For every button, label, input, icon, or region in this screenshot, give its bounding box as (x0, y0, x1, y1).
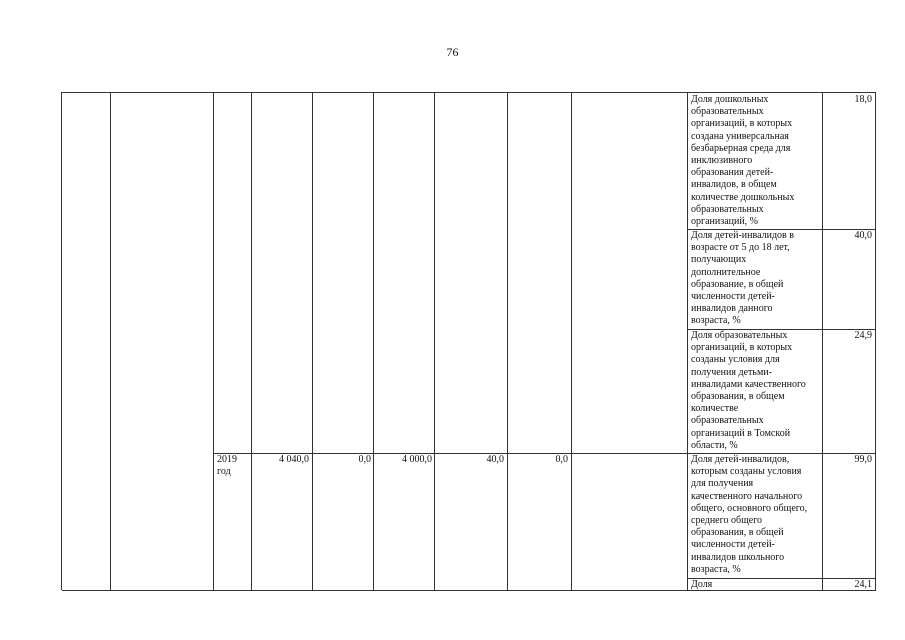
indicator-name: Доля детей-инвалидов, которым созданы условия для получения качественного начального общего, основного общего, среднего общего образования, в общей численности детей- инвалидов школьного возраста, % (691, 454, 808, 575)
total-cell: 4 040,0 (279, 454, 309, 465)
year-cell: 2019 год (217, 454, 237, 478)
col-line-1 (110, 93, 111, 590)
col-line-7 (507, 93, 508, 590)
indicator-value: 24,1 (854, 579, 872, 590)
col-line-8 (571, 93, 572, 590)
regional-cell: 4 000,0 (402, 454, 432, 465)
other-cell: 0,0 (555, 454, 568, 465)
page-number: 76 (446, 45, 459, 59)
federal-cell: 0,0 (358, 454, 371, 465)
col-line-2 (213, 93, 214, 590)
indicator-name: Доля образовательных организаций, в которых созданы условия для получения детьми- инвалидами качественного образования, в общем количестве образовательных организаций в Томской области, % (691, 330, 806, 451)
indicator-name: Доля (691, 579, 713, 590)
indicator-value: 99,0 (854, 454, 872, 465)
col-line-5 (373, 93, 374, 590)
indicator-value: 18,0 (854, 94, 872, 105)
program-table (61, 92, 876, 590)
col-line-4 (312, 93, 313, 590)
local-cell: 40,0 (486, 454, 504, 465)
col-line-11 (875, 93, 876, 590)
indicator-value: 40,0 (854, 230, 872, 241)
col-line-3 (251, 93, 252, 590)
indicator-name: Доля дошкольных образовательных организаций, в которых создана универсальная безбарьерная среда для инклюзивного образования детей- инвалидов, в общем количестве дошкольных образовательных организаций, % (691, 94, 795, 228)
col-line-6 (434, 93, 435, 590)
indicator-value: 24,9 (854, 330, 872, 341)
indicator-name: Доля детей-инвалидов в возрасте от 5 до 18 лет, получающих дополнительное образование, в общей численности детей- инвалидов данного возраста, % (691, 230, 794, 327)
col-line-9 (687, 93, 688, 590)
col-line-10 (822, 93, 823, 590)
